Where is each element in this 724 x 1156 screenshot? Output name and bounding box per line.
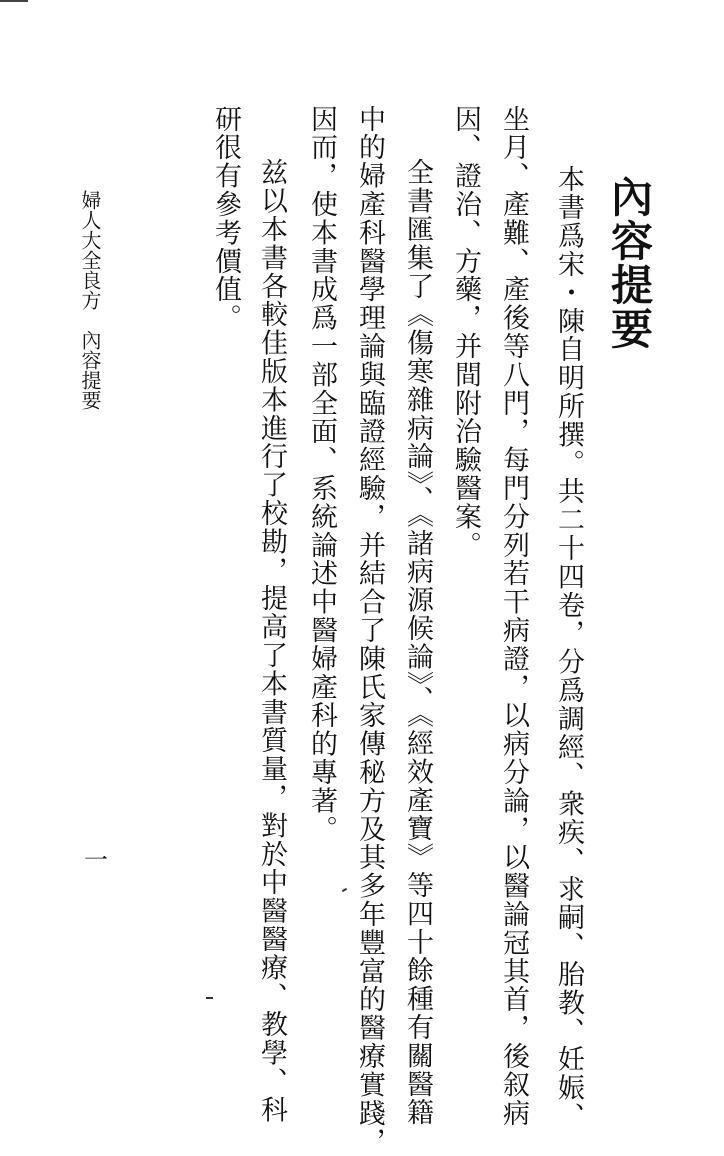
body-column: 兹以本書各較佳版本進行了校勘，提高了本書質量，對於中醫醫療、教學、科 [256, 130, 287, 1124]
scan-edge-mark [0, 0, 28, 10]
running-footer: 婦人大全良方 內容提要 [78, 190, 102, 410]
body-column: 研很有參考價值。 [210, 105, 241, 333]
body-column: 坐月、產難、產後等八門，每門分列若干病證，以病分論，以醫論冠其首，後叙病 [498, 105, 529, 1128]
body-column: 因而，使本書成爲一部全面、系統論述中醫婦產科的專著。 [306, 105, 337, 844]
scan-speck [206, 997, 213, 999]
body-column: 中的婦產科醫學理論與臨證經驗，并結合了陳氏家傳秘方及其多年豐富的醫療實踐， [354, 105, 385, 1156]
page-number: 一 [84, 846, 108, 874]
body-column: 因、證治、方藥，并間附治驗醫案。 [450, 105, 481, 560]
body-column: 本書爲宋・陳自明所撰。共二十四卷，分爲調經、衆疾、求嗣、胎教、妊娠、 [553, 165, 584, 1131]
page-title: 內容提要 [605, 175, 654, 351]
body-column: 全書匯集了《傷寒雜病論》、《諸病源候論》、《經效產寶》等四十餘種有關醫籍 [402, 130, 433, 1127]
scan-speck [342, 888, 347, 892]
